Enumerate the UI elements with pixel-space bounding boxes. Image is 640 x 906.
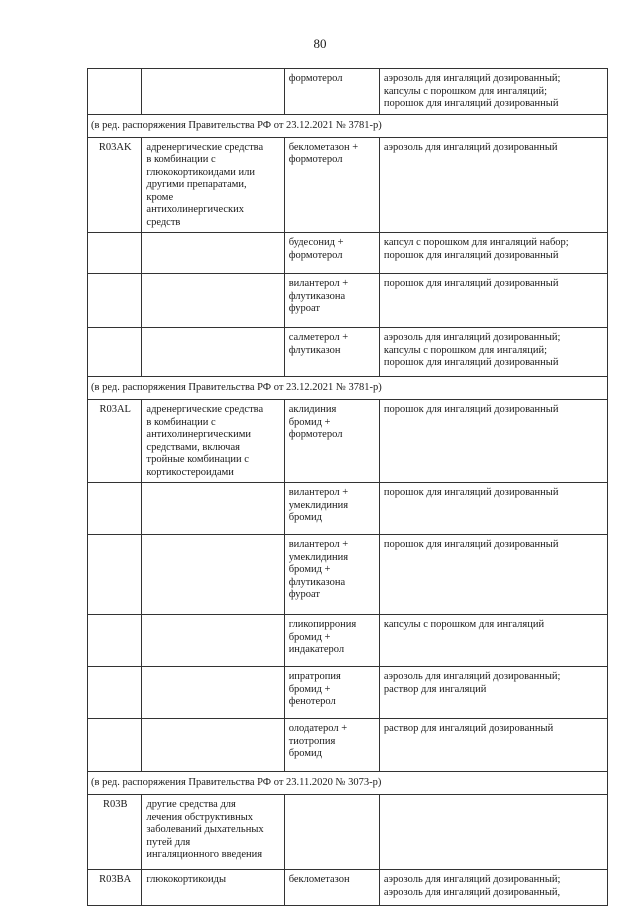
dosage-forms-cell	[379, 795, 607, 870]
dosage-forms-cell: аэрозоль для ингаляций дозированный; капсулы с порошком для ингаляций; порошок для ингаляций дозированный	[379, 69, 607, 115]
dosage-forms-cell: аэрозоль для ингаляций дозированный; капсулы с порошком для ингаляций; порошок для ингаляций дозированный	[379, 328, 607, 377]
substance-cell: ипратропия бромид + фенотерол	[284, 667, 379, 719]
table-row	[88, 719, 608, 772]
atc-code-cell	[88, 328, 142, 377]
substance-cell: гликопиррония бромид + индакатерол	[284, 615, 379, 667]
atc-code-cell	[88, 535, 142, 615]
atc-code-cell: R03BA	[88, 870, 142, 906]
amendment-note-row	[88, 115, 608, 138]
table-row	[88, 667, 608, 719]
atc-code-cell	[88, 233, 142, 274]
group-name-cell	[142, 667, 284, 719]
atc-code-cell	[88, 483, 142, 535]
group-name-cell	[142, 483, 284, 535]
amendment-note-row	[88, 772, 608, 795]
table-row	[88, 274, 608, 328]
substance-cell: будесонид + формотерол	[284, 233, 379, 274]
table-row	[88, 137, 608, 233]
substance-cell: аклидиния бромид + формотерол	[284, 400, 379, 483]
atc-code-cell	[88, 274, 142, 328]
dosage-forms-cell: аэрозоль для ингаляций дозированный; раствор для ингаляций	[379, 667, 607, 719]
dosage-forms-cell: аэрозоль для ингаляций дозированный; аэрозоль для ингаляций дозированный,	[379, 870, 607, 906]
group-name-cell	[142, 274, 284, 328]
atc-code-cell	[88, 615, 142, 667]
group-name-cell: адренергические средства в комбинации с антихолинергическими средствами, включая тройные комбинации с кортикостероидами	[142, 400, 284, 483]
substance-cell: вилантерол + флутиказона фуроат	[284, 274, 379, 328]
substance-cell: олодатерол + тиотропия бромид	[284, 719, 379, 772]
table-row	[88, 870, 608, 906]
group-name-cell	[142, 233, 284, 274]
amendment-note: (в ред. распоряжения Правительства РФ от 23.12.2021 № 3781-р)	[88, 377, 608, 400]
atc-code-cell: R03AK	[88, 137, 142, 233]
group-name-cell: адренергические средства в комбинации с глюкокортикоидами или другими препаратами, кроме антихолинергических средств	[142, 137, 284, 233]
atc-code-cell	[88, 667, 142, 719]
group-name-cell	[142, 719, 284, 772]
substance-cell: формотерол	[284, 69, 379, 115]
drug-list-table	[87, 68, 608, 906]
dosage-forms-cell: порошок для ингаляций дозированный	[379, 400, 607, 483]
group-name-cell	[142, 535, 284, 615]
atc-code-cell	[88, 69, 142, 115]
dosage-forms-cell: порошок для ингаляций дозированный	[379, 274, 607, 328]
table-row	[88, 615, 608, 667]
group-name-cell	[142, 69, 284, 115]
table-row	[88, 233, 608, 274]
substance-cell: вилантерол + умеклидиния бромид	[284, 483, 379, 535]
table-row	[88, 535, 608, 615]
table-row	[88, 795, 608, 870]
substance-cell: беклометазон	[284, 870, 379, 906]
dosage-forms-cell: аэрозоль для ингаляций дозированный	[379, 137, 607, 233]
dosage-forms-cell: раствор для ингаляций дозированный	[379, 719, 607, 772]
substance-cell	[284, 795, 379, 870]
group-name-cell	[142, 328, 284, 377]
substance-cell: салметерол + флутиказон	[284, 328, 379, 377]
dosage-forms-cell: порошок для ингаляций дозированный	[379, 483, 607, 535]
table-row	[88, 483, 608, 535]
table-row	[88, 328, 608, 377]
page-number: 80	[313, 36, 327, 51]
dosage-forms-cell: капсулы с порошком для ингаляций	[379, 615, 607, 667]
group-name-cell: глюкокортикоиды	[142, 870, 284, 906]
substance-cell: вилантерол + умеклидиния бромид + флутиказона фуроат	[284, 535, 379, 615]
amendment-note: (в ред. распоряжения Правительства РФ от 23.11.2020 № 3073-р)	[88, 772, 608, 795]
atc-code-cell: R03B	[88, 795, 142, 870]
table-row	[88, 400, 608, 483]
amendment-note: (в ред. распоряжения Правительства РФ от 23.12.2021 № 3781-р)	[88, 115, 608, 138]
table-row	[88, 69, 608, 115]
table-body	[88, 69, 608, 906]
amendment-note-row	[88, 377, 608, 400]
atc-code-cell: R03AL	[88, 400, 142, 483]
atc-code-cell	[88, 719, 142, 772]
group-name-cell	[142, 615, 284, 667]
group-name-cell: другие средства для лечения обструктивных заболеваний дыхательных путей для ингаляционного введения	[142, 795, 284, 870]
dosage-forms-cell: капсул с порошком для ингаляций набор; порошок для ингаляций дозированный	[379, 233, 607, 274]
dosage-forms-cell: порошок для ингаляций дозированный	[379, 535, 607, 615]
substance-cell: беклометазон + формотерол	[284, 137, 379, 233]
